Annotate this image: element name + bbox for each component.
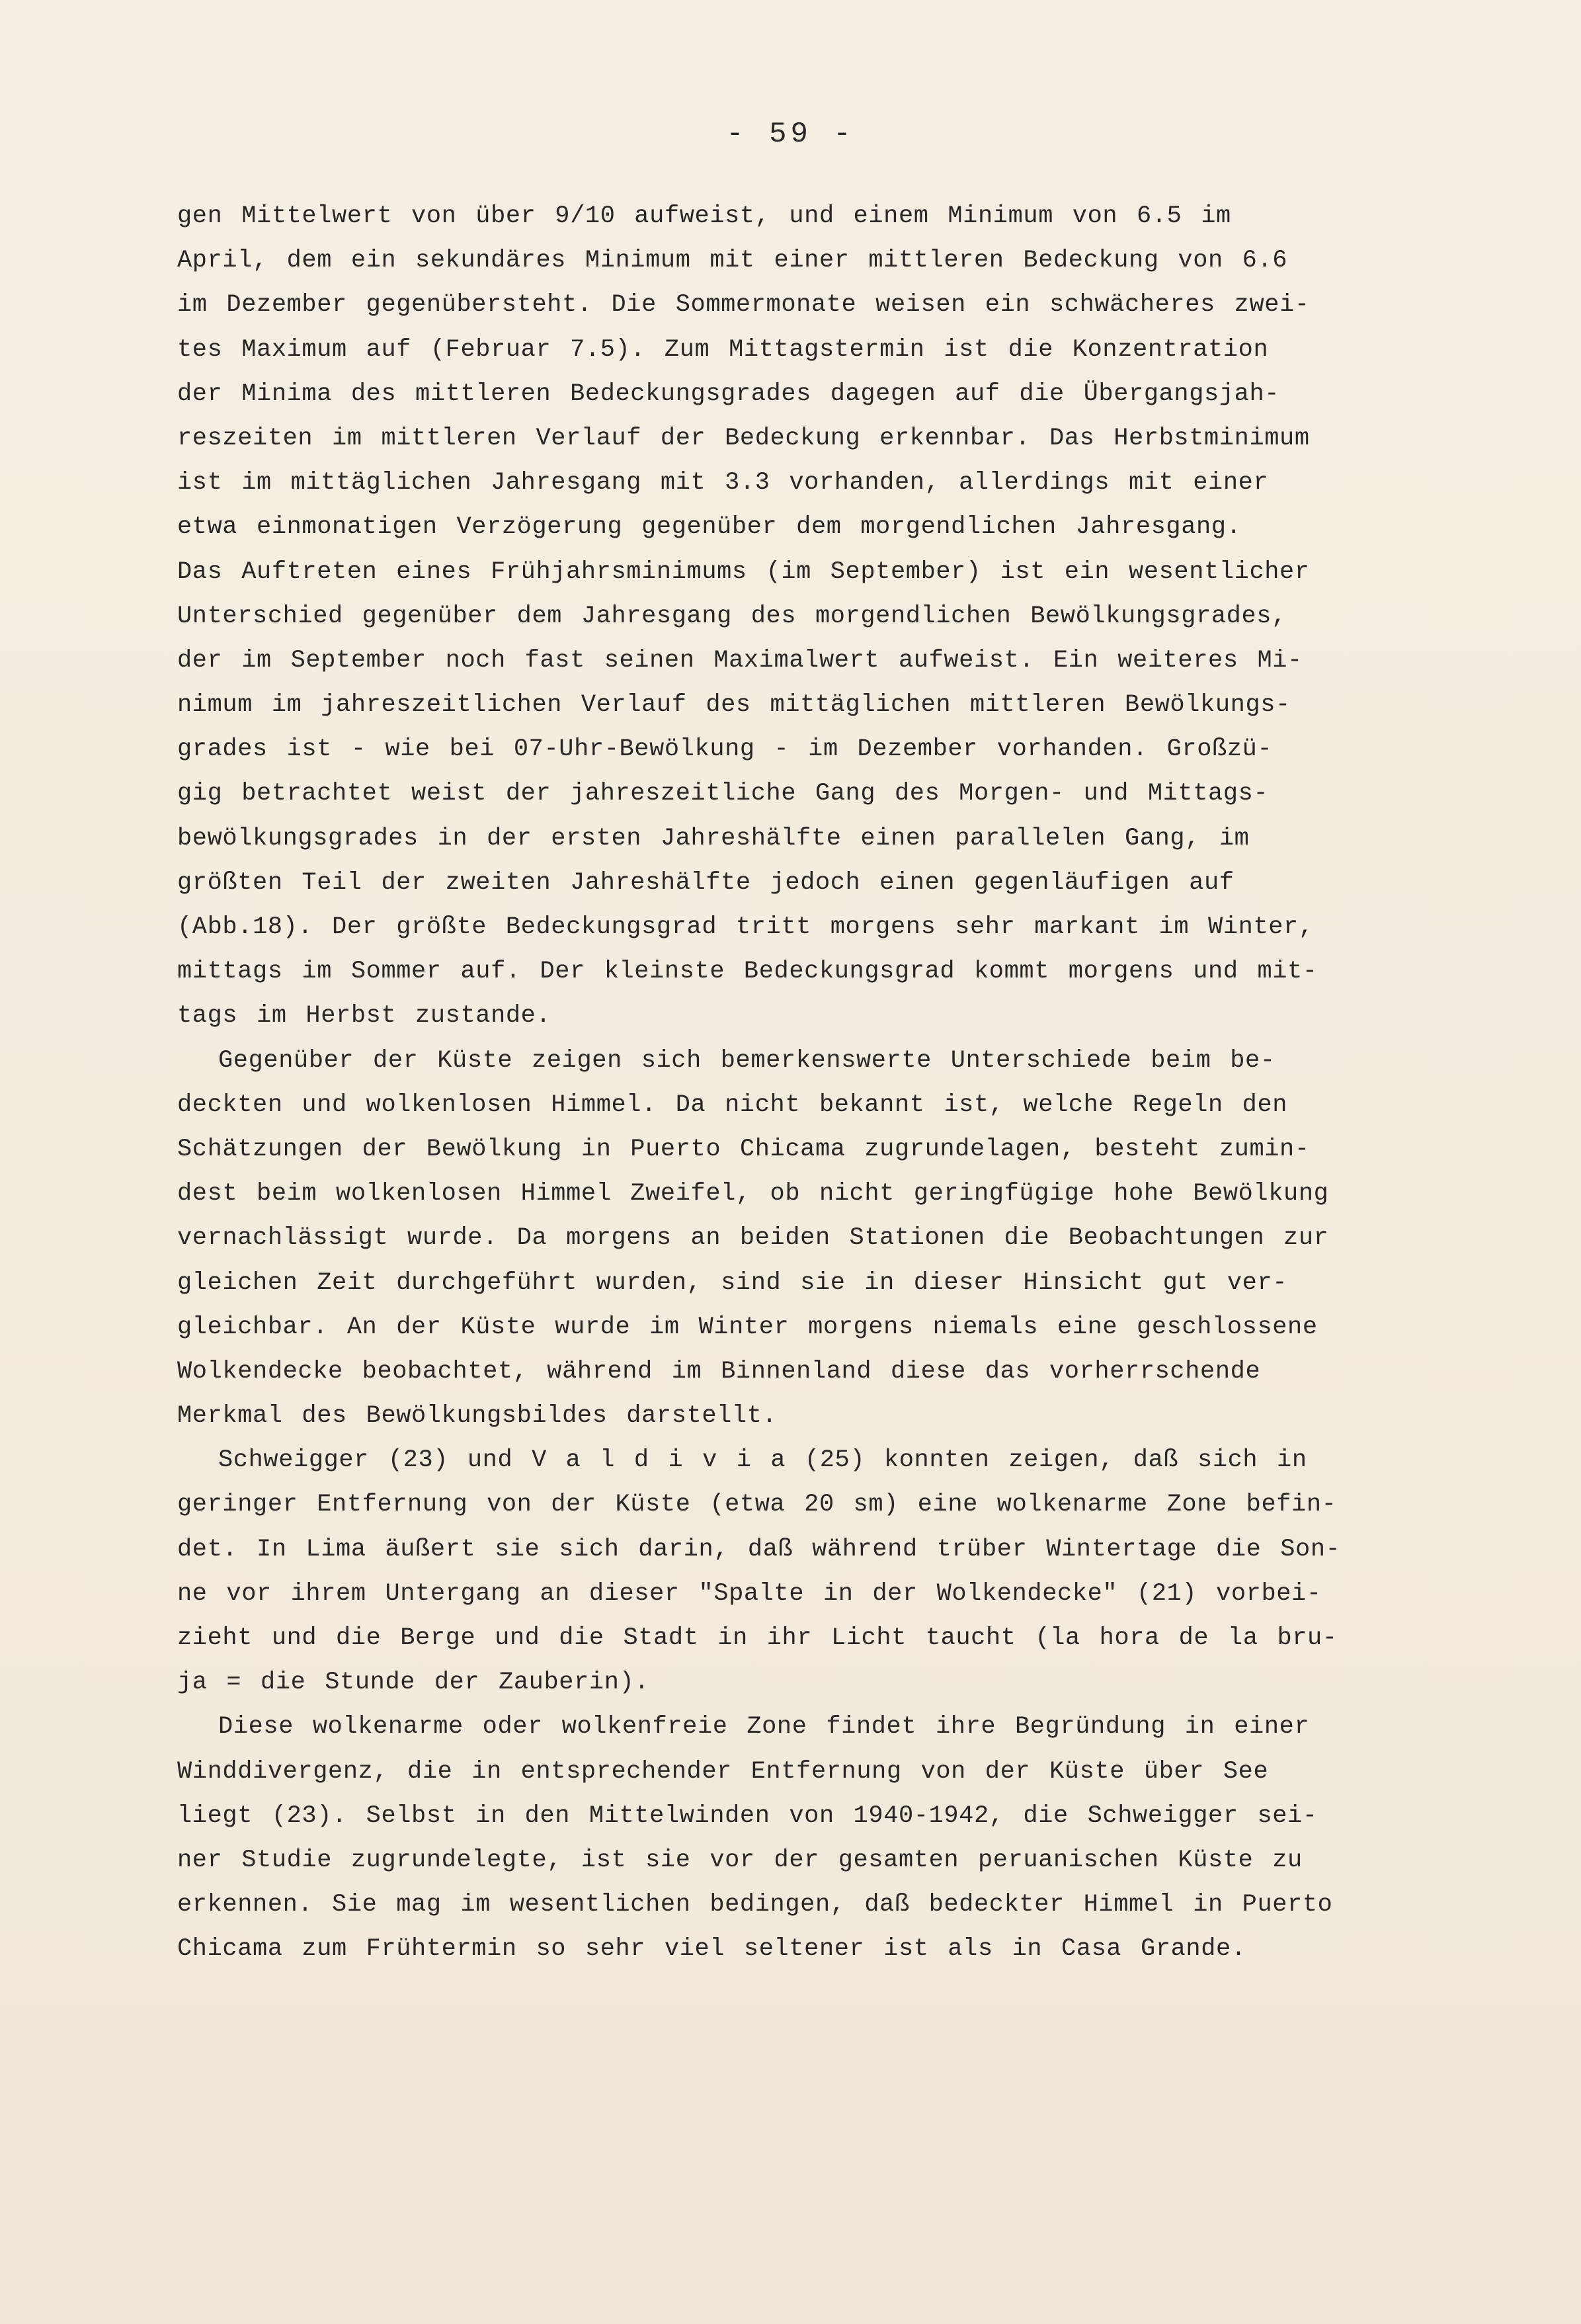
text-line: der Minima des mittleren Bedeckungsgrades dagegen auf die Übergangsjah- [177,380,1280,408]
text-line: bewölkungsgrades in der ersten Jahreshälfte einen parallelen Gang, im [177,824,1250,852]
text-line: etwa einmonatigen Verzögerung gegenüber dem morgendlichen Jahresgang. [177,513,1242,542]
text-line: tes Maximum auf (Februar 7.5). Zum Mittagstermin ist die Konzentration [177,335,1269,364]
text-line: Wolkendecke beobachtet, während im Binnenland diese das vorherrschende [177,1357,1261,1386]
page-number: - 59 - [726,118,855,151]
text-line: (Abb.18). Der größte Bedeckungsgrad tritt morgens sehr markant im Winter, [177,913,1314,941]
text-line: grades ist - wie bei 07-Uhr-Bewölkung - im Dezember vorhanden. Großzü- [177,735,1273,764]
text-line: Unterschied gegenüber dem Jahresgang des morgendlichen Bewölkungsgrades, [177,602,1287,630]
text-line: reszeiten im mittleren Verlauf der Bedeckung erkennbar. Das Herbstminimum [177,424,1310,452]
text-line: nimum im jahreszeitlichen Verlauf des mittäglichen mittleren Bewölkungs- [177,691,1291,720]
text-line: ist im mittäglichen Jahresgang mit 3.3 vorhanden, allerdings mit einer [177,469,1269,497]
text-line: tags im Herbst zustande. [177,1002,551,1030]
text-line: mittags im Sommer auf. Der kleinste Bedeckungsgrad kommt morgens und mit- [177,958,1318,986]
body-text [177,194,1381,1972]
text-line: Diese wolkenarme oder wolkenfreie Zone findet ihre Begründung in einer [218,1713,1310,1741]
text-line: Chicama zum Frühtermin so sehr viel seltener ist als in Casa Grande. [177,1935,1246,1964]
text-line: gig betrachtet weist der jahreszeitliche Gang des Morgen- und Mittags- [177,780,1269,808]
text-line: im Dezember gegenübersteht. Die Sommermonate weisen ein schwächeres zwei- [177,291,1310,319]
text-line: Merkmal des Bewölkungsbildes darstellt. [177,1402,778,1431]
text-line: erkennen. Sie mag im wesentlichen bedingen, daß bedeckter Himmel in Puerto [177,1891,1333,1919]
text-line: gen Mittelwert von über 9/10 aufweist, und einem Minimum von 6.5 im [177,202,1231,230]
text-line: Das Auftreten eines Frühjahrsminimums (im September) ist ein wesentlicher [177,558,1310,586]
text-line: zieht und die Berge und die Stadt in ihr Licht taucht (la hora de la bru- [177,1624,1338,1652]
text-line: geringer Entfernung von der Küste (etwa 20 sm) eine wolkenarme Zone befin- [177,1491,1337,1519]
text-line: ja = die Stunde der Zauberin). [177,1669,650,1697]
text-line: Winddivergenz, die in entsprechender Entfernung von der Küste über See [177,1757,1269,1786]
text-line: liegt (23). Selbst in den Mittelwinden von 1940-1942, die Schweigger sei- [177,1802,1318,1830]
text-line: dest beim wolkenlosen Himmel Zweifel, ob nicht geringfügige hohe Bewölkung [177,1180,1329,1208]
text-line: Schätzungen der Bewölkung in Puerto Chicama zugrundelagen, besteht zumin- [177,1135,1310,1163]
text-line: April, dem ein sekundäres Minimum mit einer mittleren Bedeckung von 6.6 [177,247,1288,275]
text-line: vernachlässigt wurde. Da morgens an beiden Stationen die Beobachtungen zur [177,1224,1329,1253]
text-line: Schweigger (23) und V a l d i v i a (25) konnten zeigen, daß sich in [218,1446,1307,1475]
text-line: det. In Lima äußert sie sich darin, daß während trüber Wintertage die Son- [177,1535,1341,1563]
text-line: ne vor ihrem Untergang an dieser "Spalte in der Wolkendecke" (21) vorbei- [177,1579,1322,1608]
text-line: Gegenüber der Küste zeigen sich bemerkenswerte Unterschiede beim be- [218,1046,1276,1075]
text-line: der im September noch fast seinen Maximalwert aufweist. Ein weiteres Mi- [177,646,1303,675]
text-line: gleichen Zeit durchgeführt wurden, sind sie in dieser Hinsicht gut ver- [177,1268,1288,1297]
text-line: ner Studie zugrundelegte, ist sie vor der gesamten peruanischen Küste zu [177,1846,1303,1874]
text-line: größten Teil der zweiten Jahreshälfte jedoch einen gegenläufigen auf [177,868,1235,897]
text-line: deckten und wolkenlosen Himmel. Da nicht bekannt ist, welche Regeln den [177,1091,1288,1119]
text-line: gleichbar. An der Küste wurde im Winter morgens niemals eine geschlossene [177,1313,1318,1341]
